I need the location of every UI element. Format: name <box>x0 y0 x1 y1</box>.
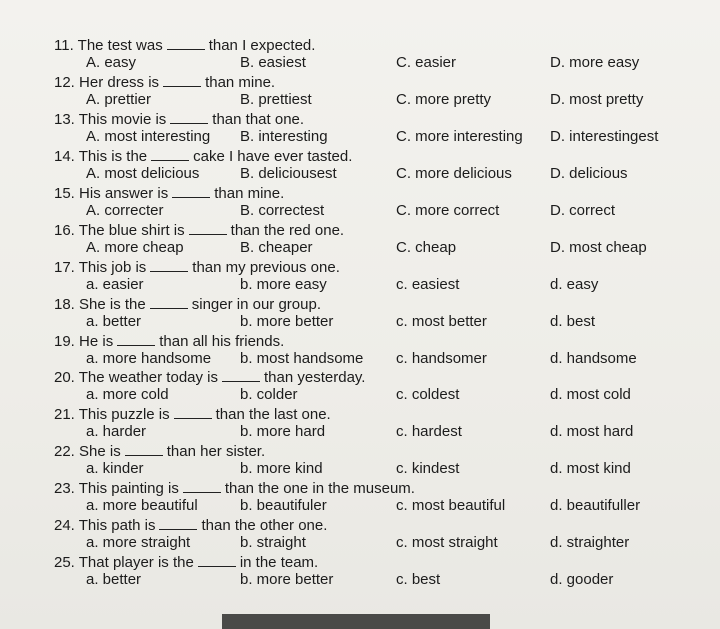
option-d: d. easy <box>550 276 599 293</box>
question-21 <box>0 406 720 443</box>
stem-after-blank: than mine. <box>214 185 285 202</box>
option-c: C. more delicious <box>396 165 512 182</box>
question-stem <box>54 296 321 313</box>
option-d: d. handsome <box>550 350 637 367</box>
question-11 <box>0 37 720 74</box>
answer-blank <box>222 369 260 382</box>
answer-blank <box>198 554 236 567</box>
option-b: B. correctest <box>240 202 325 219</box>
question-stem <box>54 333 284 350</box>
option-a: a. better <box>86 313 142 330</box>
option-b: b. straight <box>240 534 306 551</box>
question-16 <box>0 222 720 259</box>
question-number: 11. <box>54 37 74 54</box>
question-number: 14. <box>54 148 75 165</box>
question-12 <box>0 74 720 111</box>
question-24 <box>0 517 720 554</box>
stem-before-blank: This job is <box>78 259 147 276</box>
option-d: D. most cheap <box>550 239 647 256</box>
question-number: 25. <box>54 554 75 571</box>
option-d: d. most kind <box>550 460 631 477</box>
stem-before-blank: Her dress is <box>79 74 160 91</box>
option-b: B. interesting <box>240 128 328 145</box>
question-stem <box>54 37 315 54</box>
option-a: A. most delicious <box>86 165 200 182</box>
stem-before-blank: The test was <box>77 37 163 54</box>
stem-after-blank: than mine. <box>205 74 276 91</box>
question-18 <box>0 296 720 333</box>
stem-before-blank: She is the <box>79 296 146 313</box>
option-c: C. more interesting <box>396 128 523 145</box>
option-d: D. more easy <box>550 54 640 71</box>
option-a: a. kinder <box>86 460 144 477</box>
option-c: C. more pretty <box>396 91 492 108</box>
question-stem <box>54 148 352 165</box>
stem-after-blank: than all his friends. <box>159 333 285 350</box>
stem-after-blank: than the one in the museum. <box>224 480 415 497</box>
question-stem <box>54 554 318 571</box>
option-b: b. more hard <box>240 423 326 440</box>
question-22 <box>0 443 720 480</box>
option-d: d. most cold <box>550 386 631 403</box>
answer-blank <box>163 74 201 87</box>
option-d: d. straighter <box>550 534 630 551</box>
option-d: d. best <box>550 313 596 330</box>
stem-after-blank: than yesterday. <box>264 369 366 386</box>
stem-after-blank: than her sister. <box>166 443 266 460</box>
option-a: A. easy <box>86 54 137 71</box>
stem-before-blank: His answer is <box>79 185 169 202</box>
stem-before-blank: He is <box>79 333 114 350</box>
option-b: b. beautifuler <box>240 497 327 514</box>
answer-blank <box>150 296 188 309</box>
option-a: a. more straight <box>86 534 191 551</box>
question-number: 18. <box>54 296 75 313</box>
stem-before-blank: This painting is <box>78 480 179 497</box>
option-d: D. most pretty <box>550 91 644 108</box>
stem-after-blank: than the red one. <box>230 222 345 239</box>
option-a: A. more cheap <box>86 239 184 256</box>
option-c: c. easiest <box>396 276 460 293</box>
option-b: b. more easy <box>240 276 327 293</box>
answer-blank <box>125 443 163 456</box>
question-number: 23. <box>54 480 75 497</box>
option-b: b. colder <box>240 386 298 403</box>
question-number: 13. <box>54 111 75 128</box>
option-a: A. prettier <box>86 91 152 108</box>
question-number: 20. <box>54 369 75 386</box>
answer-blank <box>183 480 221 493</box>
question-number: 15. <box>54 185 75 202</box>
stem-before-blank: That player is the <box>78 554 194 571</box>
stem-after-blank: cake I have ever tasted. <box>193 148 353 165</box>
question-number: 16. <box>54 222 75 239</box>
option-c: c. best <box>396 571 441 588</box>
question-stem <box>54 185 284 202</box>
option-b: B. prettiest <box>240 91 312 108</box>
option-c: c. most better <box>396 313 487 330</box>
question-stem <box>54 480 415 497</box>
question-number: 21. <box>54 406 75 423</box>
option-a: a. harder <box>86 423 147 440</box>
option-a: A. correcter <box>86 202 164 219</box>
question-13 <box>0 111 720 148</box>
answer-blank <box>170 111 208 124</box>
question-stem <box>54 259 340 276</box>
option-c: C. easier <box>396 54 457 71</box>
answer-blank <box>117 333 155 346</box>
option-c: c. hardest <box>396 423 462 440</box>
answer-blank <box>151 148 189 161</box>
question-stem <box>54 517 327 534</box>
option-c: C. more correct <box>396 202 500 219</box>
answer-blank <box>174 406 212 419</box>
question-20 <box>0 369 720 406</box>
question-number: 24. <box>54 517 75 534</box>
question-stem <box>54 443 265 460</box>
option-a: a. more beautiful <box>86 497 198 514</box>
option-a: A. most interesting <box>86 128 211 145</box>
stem-after-blank: than that one. <box>212 111 305 128</box>
option-b: B. easiest <box>240 54 306 71</box>
option-b: b. more kind <box>240 460 323 477</box>
question-stem <box>54 111 304 128</box>
stem-before-blank: The weather today is <box>78 369 219 386</box>
option-b: B. cheaper <box>240 239 313 256</box>
answer-blank <box>189 222 227 235</box>
stem-after-blank: than I expected. <box>208 37 316 54</box>
option-d: D. correct <box>550 202 616 219</box>
question-15 <box>0 185 720 222</box>
question-19 <box>0 333 720 370</box>
answer-blank <box>150 259 188 272</box>
question-number: 22. <box>54 443 75 460</box>
question-23 <box>0 480 720 517</box>
answer-blank <box>172 185 210 198</box>
question-number: 19. <box>54 333 75 350</box>
stem-after-blank: than the other one. <box>201 517 328 534</box>
question-stem <box>54 369 365 386</box>
stem-after-blank: in the team. <box>239 554 319 571</box>
option-c: c. most beautiful <box>396 497 506 514</box>
option-d: D. delicious <box>550 165 628 182</box>
stem-before-blank: This puzzle is <box>78 406 170 423</box>
option-c: c. most straight <box>396 534 498 551</box>
stem-after-blank: singer in our group. <box>191 296 321 313</box>
stem-after-blank: than my previous one. <box>192 259 340 276</box>
option-a: a. easier <box>86 276 144 293</box>
option-b: b. more better <box>240 571 334 588</box>
option-a: a. more cold <box>86 386 169 403</box>
option-c: c. kindest <box>396 460 460 477</box>
option-a: a. more handsome <box>86 350 212 367</box>
question-stem <box>54 74 275 91</box>
question-17 <box>0 259 720 296</box>
question-number: 17. <box>54 259 75 276</box>
question-25 <box>0 554 720 591</box>
stem-before-blank: This path is <box>78 517 156 534</box>
answer-blank <box>167 37 205 50</box>
stem-before-blank: This movie is <box>78 111 167 128</box>
option-d: d. most hard <box>550 423 634 440</box>
option-b: B. deliciousest <box>240 165 337 182</box>
option-c: C. cheap <box>396 239 457 256</box>
option-c: c. handsomer <box>396 350 487 367</box>
question-14 <box>0 148 720 185</box>
stem-before-blank: This is the <box>78 148 148 165</box>
option-d: D. interestingest <box>550 128 659 145</box>
stem-before-blank: The blue shirt is <box>78 222 185 239</box>
question-number: 12. <box>54 74 75 91</box>
page-bottom-edge <box>222 614 490 629</box>
option-a: a. better <box>86 571 142 588</box>
stem-before-blank: She is <box>79 443 121 460</box>
question-stem <box>54 222 344 239</box>
option-d: d. beautifuller <box>550 497 641 514</box>
option-b: b. most handsome <box>240 350 364 367</box>
answer-blank <box>159 517 197 530</box>
option-c: c. coldest <box>396 386 460 403</box>
option-d: d. gooder <box>550 571 614 588</box>
option-b: b. more better <box>240 313 334 330</box>
question-stem <box>54 406 331 423</box>
stem-after-blank: than the last one. <box>215 406 331 423</box>
